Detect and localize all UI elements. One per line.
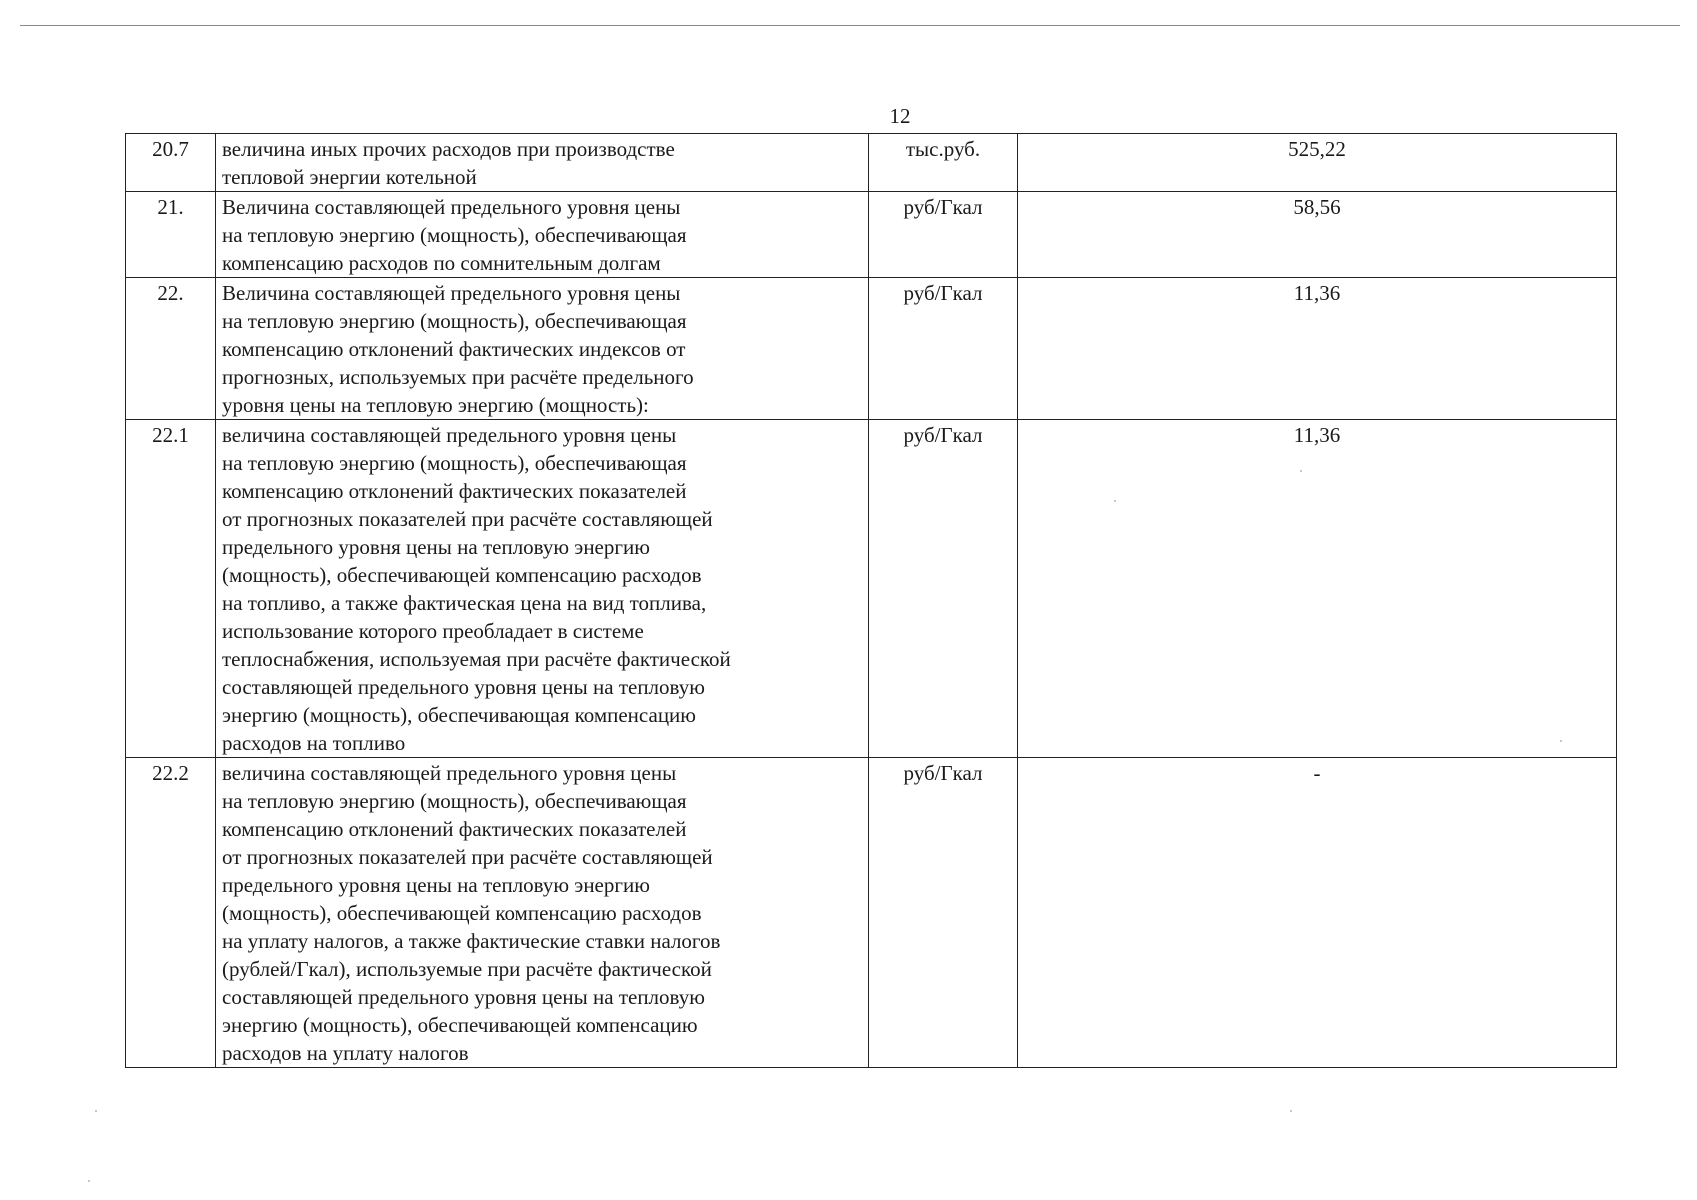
row-description: Величина составляющей предельного уровня цены на тепловую энергию (мощность), обеспечивающая компенсацию отклонений фактических индексов от прогнозных, используемых при расчёте предельного уровня цены на тепловую энергию (мощность): [216, 278, 869, 420]
row-number: 21. [126, 192, 216, 278]
row-description: величина составляющей предельного уровня цены на тепловую энергию (мощность), обеспечивающая компенсацию отклонений фактических показателей от прогнозных показателей при расчёте составляющей предельного уровня цены на тепловую энергию (мощность), обеспечивающей компенсацию расходов на уплату налогов, а также фактические ставки налогов (рублей/Гкал), используемые при расчёте фактической составляющей предельного уровня цены на тепловую энергию (мощность), обеспечивающей компенсацию расходов на уплату налогов [216, 758, 869, 1068]
row-description: величина составляющей предельного уровня цены на тепловую энергию (мощность), обеспечивающая компенсацию отклонений фактических показателей от прогнозных показателей при расчёте составляющей предельного уровня цены на тепловую энергию (мощность), обеспечивающей компенсацию расходов на топливо, а также фактическая цена на вид топлива, использование которого преобладает в системе теплоснабжения, используемая при расчёте фактической составляющей предельного уровня цены на тепловую энергию (мощность), обеспечивающая компенсацию расходов на топливо [216, 420, 869, 758]
row-number: 22.1 [126, 420, 216, 758]
row-value: 525,22 [1018, 134, 1617, 192]
scan-speck [1114, 500, 1116, 502]
table-row [126, 278, 1617, 420]
row-value: 11,36 [1018, 278, 1617, 420]
scan-edge-line [20, 25, 1680, 26]
table-row [126, 758, 1617, 1068]
row-value: 11,36 [1018, 420, 1617, 758]
tariff-table [125, 133, 1617, 1068]
table-row [126, 420, 1617, 758]
row-unit: тыс.руб. [869, 134, 1018, 192]
scan-speck [95, 1110, 97, 1112]
row-description: Величина составляющей предельного уровня цены на тепловую энергию (мощность), обеспечивающая компенсацию расходов по сомнительным долгам [216, 192, 869, 278]
row-description: величина иных прочих расходов при производстве тепловой энергии котельной [216, 134, 869, 192]
row-number: 22. [126, 278, 216, 420]
row-unit: руб/Гкал [869, 192, 1018, 278]
scan-speck [1300, 470, 1302, 472]
table-row [126, 134, 1617, 192]
page-number: 12 [889, 104, 911, 128]
row-unit: руб/Гкал [869, 278, 1018, 420]
table-row [126, 192, 1617, 278]
scan-speck [1290, 1110, 1292, 1112]
row-value: 58,56 [1018, 192, 1617, 278]
row-number: 22.2 [126, 758, 216, 1068]
row-number: 20.7 [126, 134, 216, 192]
scan-speck [88, 1180, 90, 1182]
row-value: - [1018, 758, 1617, 1068]
scan-speck [1560, 740, 1562, 742]
row-unit: руб/Гкал [869, 758, 1018, 1068]
row-unit: руб/Гкал [869, 420, 1018, 758]
